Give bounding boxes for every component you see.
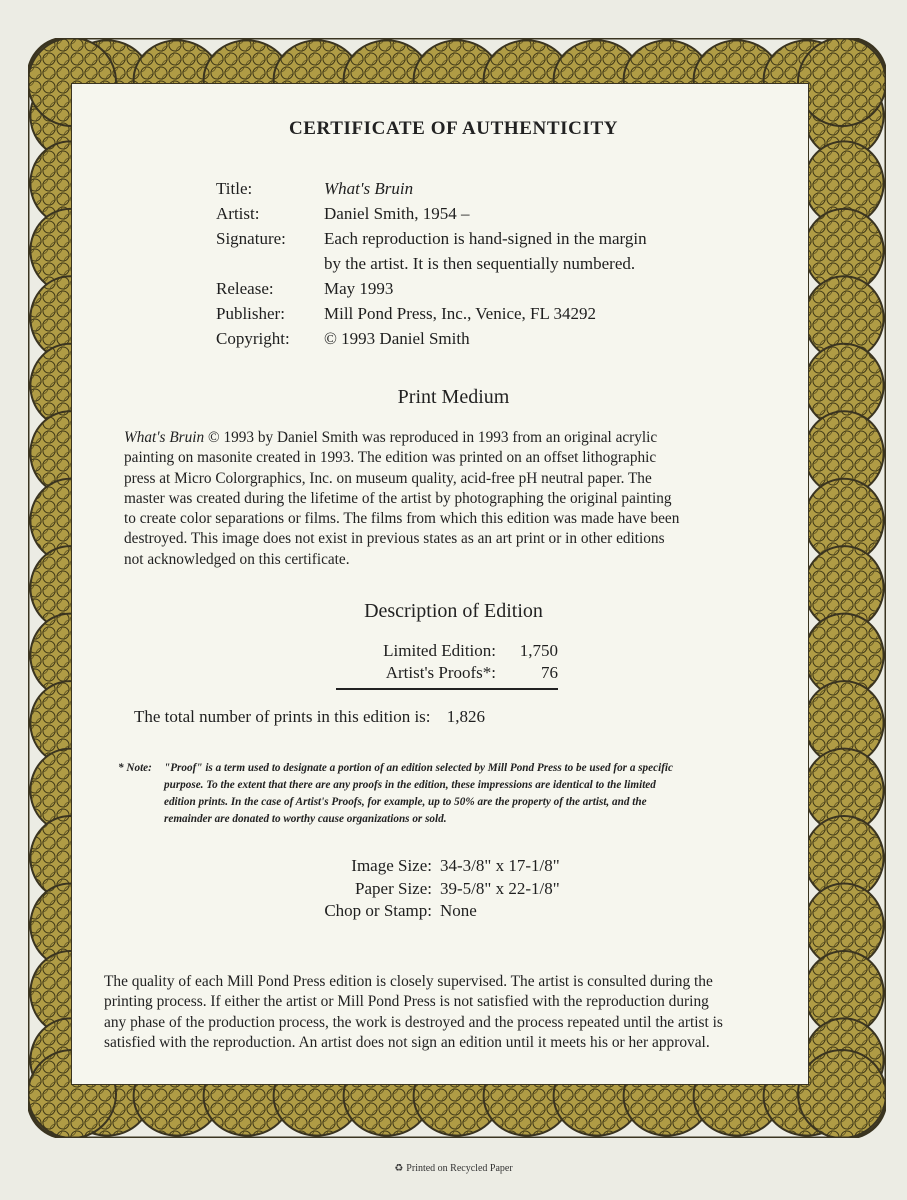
size-value: None	[440, 901, 477, 920]
edition-value: 1,750	[519, 641, 558, 660]
info-row-signature	[216, 226, 744, 251]
note-body	[164, 760, 798, 828]
info-value: What's Bruin	[324, 179, 414, 198]
size-row	[296, 878, 560, 901]
para-line: The quality of each Mill Pond Press edition is closely supervised. The artist is consulted during the	[104, 973, 713, 990]
note-line: edition prints. In the case of Artist's Proofs, for example, up to 50% are the property of the artist, and the	[164, 796, 647, 808]
info-label: Title:	[216, 179, 253, 198]
edition-label: Limited Edition:	[383, 641, 496, 660]
note-line: remainder are donated to worthy cause organizations or sold.	[164, 813, 447, 825]
para-line: What's Bruin © 1993 by Daniel Smith was reproduced in 1993 from an original acrylic	[124, 429, 658, 446]
quality-paragraph	[104, 972, 790, 1053]
border-scallop	[798, 38, 886, 126]
para-line: painting on masonite created in 1993. The edition was printed on an offset lithographic	[124, 449, 657, 467]
size-label: Chop or Stamp:	[324, 901, 432, 920]
proof-note	[118, 760, 798, 828]
para-line: destroyed. This image does not exist in previous states as an art print or in other editions	[124, 530, 665, 548]
size-value: 34-3/8" x 17-1/8"	[440, 856, 560, 875]
info-label: Copyright:	[216, 329, 290, 348]
size-table	[296, 855, 560, 923]
info-row-publisher	[216, 301, 744, 326]
info-value: Mill Pond Press, Inc., Venice, FL 34292	[324, 304, 596, 323]
para-line: satisfied with the reproduction. An artist does not sign an edition until it meets his or her approval.	[104, 1033, 710, 1051]
info-label	[216, 251, 324, 276]
size-label: Paper Size:	[355, 878, 432, 898]
info-value: Each reproduction is hand-signed in the margin	[324, 229, 647, 248]
note-prefix: * Note:	[118, 762, 152, 774]
info-value: © 1993 Daniel Smith	[324, 329, 470, 348]
recycle-icon: ♻	[394, 1163, 404, 1174]
artwork-title: What's Bruin	[124, 429, 205, 446]
size-label: Image Size:	[351, 856, 432, 875]
edition-rule	[336, 688, 558, 690]
size-row	[296, 900, 560, 923]
info-row-title	[216, 176, 744, 201]
info-row-signature-cont	[216, 251, 744, 276]
note-line: "Proof" is a term used to designate a portion of an edition selected by Mill Pond Press to be used for a specific	[164, 762, 673, 774]
edition-table	[336, 640, 558, 690]
edition-row	[336, 640, 558, 662]
para-line: printing process. If either the artist or Mill Pond Press is not satisfied with the reproduction during	[104, 993, 709, 1011]
size-value: 39-5/8" x 22-1/8"	[440, 878, 560, 898]
para-line: press at Micro Colorgraphics, Inc. on museum quality, acid-free pH neutral paper. The	[124, 469, 652, 487]
certificate-title: CERTIFICATE OF AUTHENTICITY	[288, 118, 619, 139]
info-value: Daniel Smith, 1954 –	[324, 204, 470, 223]
total-prints-line	[134, 707, 485, 727]
para-line: not acknowledged on this certificate.	[124, 550, 350, 568]
total-value: 1,826	[446, 707, 486, 726]
total-label: The total number of prints in this edition is:	[134, 707, 431, 726]
edition-row	[336, 662, 558, 684]
recycled-text: Printed on Recycled Paper	[406, 1163, 513, 1174]
info-row-release	[216, 276, 744, 301]
para-line: any phase of the production process, the work is destroyed and the process repeated until the artist is	[104, 1013, 723, 1031]
recycled-paper-note	[0, 1163, 907, 1174]
edition-value: 76	[541, 663, 558, 682]
para-line: master was created during the lifetime of the artist by photographing the original painting	[124, 489, 672, 507]
info-row-copyright	[216, 326, 744, 351]
print-medium-heading: Print Medium	[397, 386, 510, 408]
edition-heading: Description of Edition	[364, 600, 543, 622]
info-label: Release:	[216, 279, 274, 298]
border-scallop	[798, 1050, 886, 1138]
info-table	[216, 176, 744, 351]
info-label: Publisher:	[216, 304, 285, 323]
info-value: May 1993	[324, 279, 394, 298]
print-medium-paragraph	[124, 428, 804, 570]
size-row	[296, 855, 560, 878]
info-label: Artist:	[216, 204, 260, 223]
info-value: by the artist. It is then sequentially numbered.	[324, 254, 636, 273]
info-row-artist	[216, 201, 744, 226]
info-label: Signature:	[216, 229, 286, 248]
note-line: purpose. To the extent that there are any proofs in the edition, these impressions are identical to the limited	[164, 779, 656, 791]
edition-label: Artist's Proofs*:	[385, 663, 496, 682]
para-line: to create color separations or films. The films from which this edition was made have been	[124, 510, 680, 528]
